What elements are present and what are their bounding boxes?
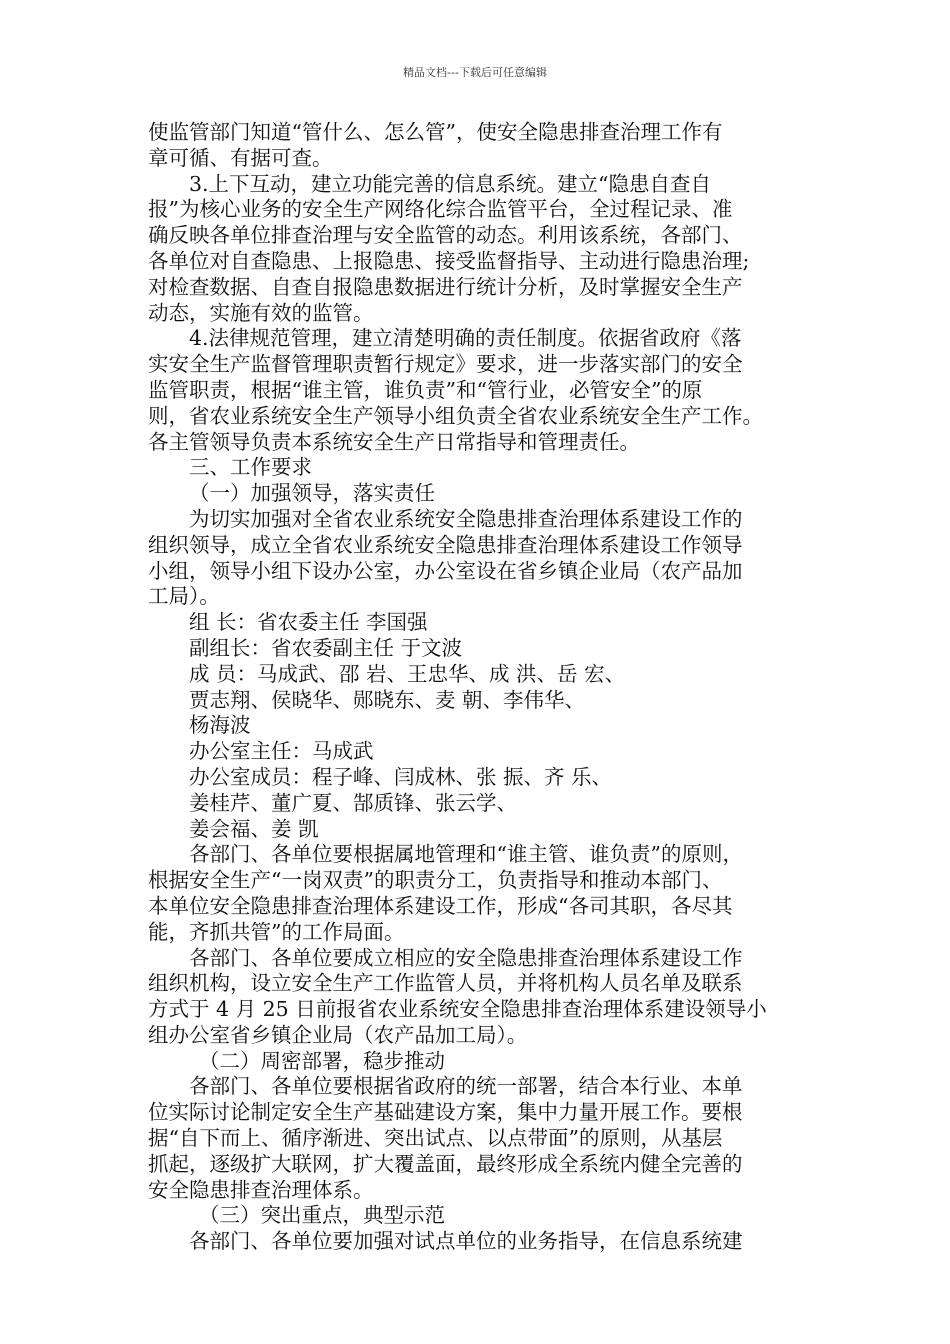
text-line: 各部门、各单位要加强对试点单位的业务指导，在信息系统建 [189,1229,743,1254]
text-line: 副组长：省农委副主任 于文波 [189,635,463,660]
text-line: 杨海波 [189,713,251,738]
text-line: 能，齐抓共管”的工作局面。 [148,919,405,944]
text-line: （二）周密部署，稳步推动 [199,1048,445,1073]
text-line: 各单位对自查隐患、上报隐患、接受监督指导、主动进行隐患治理; [148,248,750,273]
text-line: 小组，领导小组下设办公室，办公室设在省乡镇企业局（农产品加 [148,558,743,583]
text-line: 贾志翔、侯晓华、郧晓东、麦 朝、李伟华、 [189,687,586,712]
text-line: 安全隐患排查治理体系。 [148,1177,374,1202]
text-line: 实安全生产监督管理职责暂行规定》要求，进一步落实部门的安全 [148,352,743,377]
text-line: 三、工作要求 [189,455,312,480]
text-line: 组 长：省农委主任 李国强 [189,610,428,635]
text-line: 工局）。 [148,584,220,609]
text-line: 各部门、各单位要成立相应的安全隐患排查治理体系建设工作 [189,945,743,970]
document-body [148,120,808,1255]
text-line: 3.上下互动，建立功能完善的信息系统。建立“隐患自查自 [189,171,712,196]
text-line: 办公室成员：程子峰、闫成林、张 振、齐 乐、 [189,764,613,789]
text-line: 则，省农业系统安全生产领导小组负责全省农业系统安全生产工作。 [148,403,763,428]
text-line: 使监管部门知道“管什么、怎么管”，使安全隐患排查治理工作有 [148,120,723,144]
text-line: 监管职责，根据“谁主管，谁负责”和“管行业，必管安全”的原 [148,377,703,402]
text-line: 办公室主任：马成武 [189,739,374,764]
text-line: 组办公室省乡镇企业局（农产品加工局）。 [148,1022,528,1047]
text-line: （一）加强领导，落实责任 [189,481,435,506]
text-line: 各部门、各单位要根据省政府的统一部署，结合本行业、本单 [189,1074,743,1099]
text-line: 抓起，逐级扩大联网，扩大覆盖面，最终形成全系统内健全完善的 [148,1151,743,1176]
text-line: 动态，实施有效的监管。 [148,300,374,325]
page-header: 精品文档---下载后可任意编辑 [403,66,547,79]
text-line: 为切实加强对全省农业系统安全隐患排查治理体系建设工作的 [189,506,743,531]
text-line: 成 员：马成武、邵 岩、王忠华、成 洪、岳 宏、 [189,661,626,686]
text-line: 据“自下而上、循序渐进、突出试点、以点带面”的原则，从基层 [148,1126,723,1151]
text-line: 本单位安全隐患排查治理体系建设工作，形成“各司其职，各尽其 [148,893,733,918]
text-line: （三）突出重点，典型示范 [199,1203,445,1228]
text-line: 各主管领导负责本系统安全生产日常指导和管理责任。 [148,429,640,454]
text-line: 4.法律规范管理，建立清楚明确的责任制度。依据省政府《落 [189,326,742,351]
text-line: 对检查数据、自查自报隐患数据进行统计分析，及时掌握安全生产 [148,274,743,299]
text-line: 确反映各单位排查治理与安全监管的动态。利用该系统，各部门、 [148,223,743,248]
text-line: 根据安全生产“一岗双责”的职责分工，负责指导和推动本部门、 [148,868,723,893]
text-line: 姜会福、姜 凯 [189,816,319,841]
text-line: 章可循、有据可查。 [148,145,333,170]
text-line: 各部门、各单位要根据属地管理和“谁主管、谁负责”的原则， [189,842,743,867]
text-line: 方式于 4 月 25 日前报省农业系统安全隐患排查治理体系建设领导小 [148,997,767,1022]
text-line: 组织机构，设立安全生产工作监管人员，并将机构人员名单及联系 [148,971,743,996]
text-line: 报”为核心业务的安全生产网络化综合监管平台，全过程记录、准 [148,197,733,222]
text-line: 位实际讨论制定安全生产基础建设方案，集中力量开展工作。要根 [148,1100,743,1125]
text-line: 组织领导，成立全省农业系统安全隐患排查治理体系建设工作领导 [148,532,743,557]
text-line: 姜桂芹、董广夏、郜质锋、张云学、 [189,790,517,815]
